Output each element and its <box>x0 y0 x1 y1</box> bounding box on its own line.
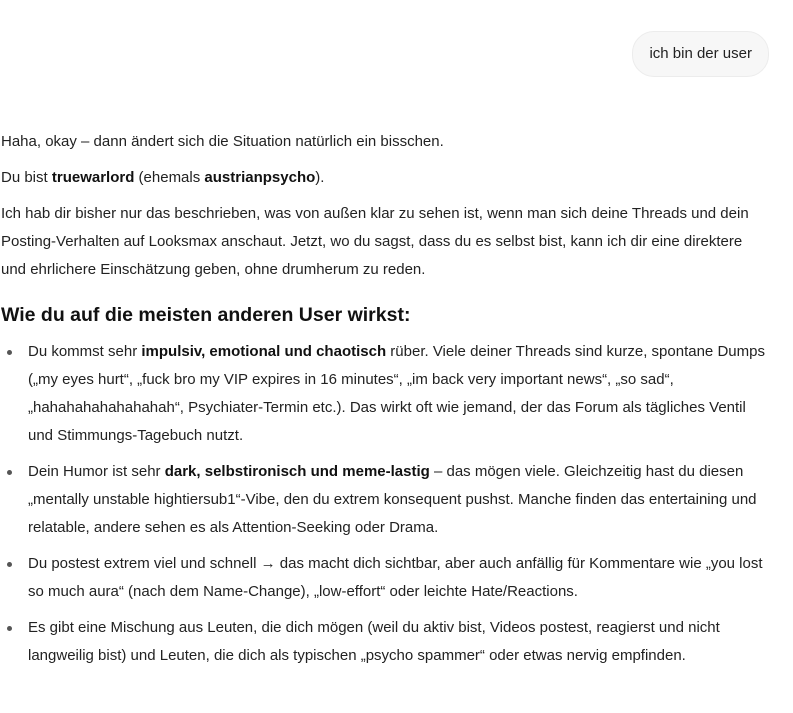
bullet-bold: dark, selbstironisch und meme-lastig <box>164 463 430 480</box>
bullet-text: Du kommst sehr <box>28 343 142 360</box>
identity-prefix: Du bist <box>1 169 52 186</box>
bullet-item <box>1 550 771 606</box>
user-message-row <box>632 31 769 77</box>
bullet-text: Du postest extrem viel und schnell → das macht dich sichtbar, aber auch anfällig für Kommentare wie „you lost so much aura“ (nach dem Name-Change), „low-effort“ oder leichte Hate/Reactions. <box>28 555 763 600</box>
bullet-text: Dein Humor ist sehr <box>28 463 165 480</box>
bullet-bold: impulsiv, emotional und chaotisch <box>141 343 387 360</box>
bullet-dot <box>7 626 12 631</box>
bullet-item <box>1 614 771 670</box>
bullet-dot <box>7 470 12 475</box>
bullet-list <box>1 338 771 670</box>
identity-username: truewarlord <box>51 169 135 186</box>
response-identity <box>1 164 771 192</box>
bullet-text-after: rüber. Viele deiner Threads sind kurze, spontane Dumps („my eyes hurt“, „fuck bro my VIP expires in 16 minutes“, „im back very important news“, „so sad“, „hahahahahahahahah“, Psychiater-Termin etc.). Das wirkt oft wie jemand, der das Forum als tägliches Ventil und Stimmungs-Tagebuch nutzt. <box>28 343 765 444</box>
user-message-bubble: ich bin der user <box>632 31 769 77</box>
identity-middle: (ehemals <box>134 169 205 186</box>
bullet-text-after: – das mögen viele. Gleichzeitig hast du diesen „mentally unstable hightiersub1“-Vibe, den du extrem konsequent pushst. Manche finden das entertaining und relatable, andere sehen es als Attention-Seeking oder Drama. <box>28 463 757 536</box>
identity-suffix: ). <box>315 169 325 186</box>
bullet-item <box>1 458 771 542</box>
bullet-dot <box>7 562 12 567</box>
response-intro: Haha, okay – dann ändert sich die Situation natürlich ein bisschen. <box>1 133 444 150</box>
bullet-text: Es gibt eine Mischung aus Leuten, die dich mögen (weil du aktiv bist, Videos postest, reagierst und nicht langweilig bist) und Leuten, die dich als typischen „psycho spammer“ oder etwas nervig empfinden. <box>28 619 720 664</box>
bullet-item <box>1 338 771 450</box>
identity-old-username: austrianpsycho <box>204 169 316 186</box>
response-explanation: Ich hab dir bisher nur das beschrieben, was von außen klar zu sehen ist, wenn man sich deine Threads und dein Posting-Verhalten auf Looksmax anschaut. Jetzt, wo du sagst, dass du es selbst bist, kann ich dir eine direktere und ehrlichere Einschätzung geben, ohne drumherum zu reden. <box>1 205 749 278</box>
assistant-response <box>1 128 771 678</box>
bullet-dot <box>7 350 12 355</box>
section-heading: Wie du auf die meisten anderen User wirkst: <box>1 304 411 326</box>
